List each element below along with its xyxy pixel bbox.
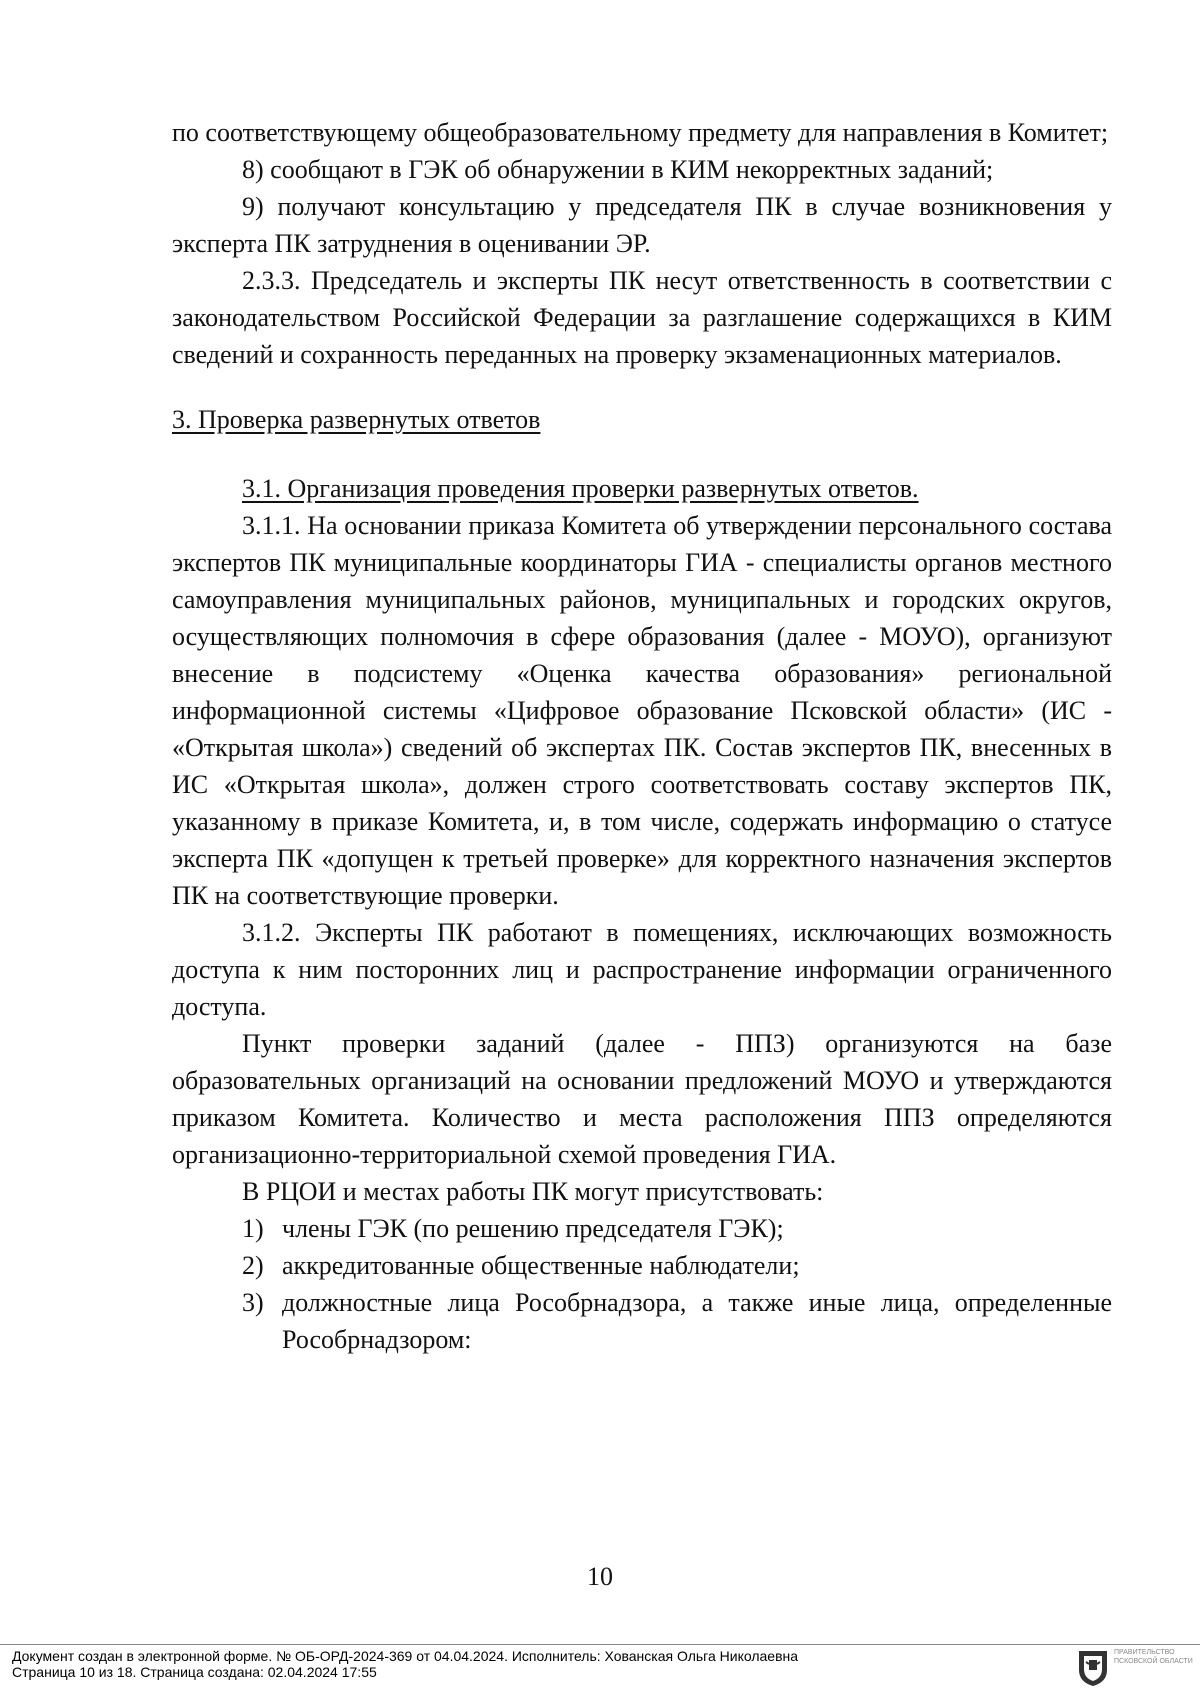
paragraph-2-3-3: 2.3.3. Председатель и эксперты ПК несут ответственность в соответствии с законодательством Российской Федерации за разглашение содержащихся в КИМ сведений и сохранность переданных на проверку экзаменационных материалов. xyxy=(172,266,1112,369)
list-item xyxy=(242,1210,1112,1247)
paragraph-item-9: 9) получают консультацию у председателя ПК в случае возникновения у эксперта ПК затруднения в оценивании ЭР. xyxy=(172,192,1112,258)
paragraph-continuation: по соответствующему общеобразовательному предмету для направления в Комитет; xyxy=(172,118,1109,147)
footer-line-1: Документ создан в электронной форме. № ОБ-ОРД-2024-369 от 04.04.2024. Исполнитель: Хованская Ольга Николаевна xyxy=(12,1648,799,1664)
paragraph-item-8: 8) сообщают в ГЭК об обнаружении в КИМ некорректных заданий; xyxy=(242,155,994,184)
seal-text: ПРАВИТЕЛЬСТВО ПСКОВСКОЙ ОБЛАСТИ xyxy=(1114,1649,1193,1665)
list-item-num: 3) xyxy=(242,1288,264,1317)
coat-of-arms-icon xyxy=(1076,1648,1110,1688)
footer-line-2: Страница 10 из 18. Страница создана: 02.04.2024 17:55 xyxy=(12,1664,377,1680)
paragraph-ppz: Пункт проверки заданий (далее - ППЗ) организуются на базе образовательных организаций на основании предложений МОУО и утверждаются приказом Комитета. Количество и места расположения ППЗ определяются организационно-территориальной схемой проведения ГИА. xyxy=(172,1029,1112,1169)
list-item-text: аккредитованные общественные наблюдатели; xyxy=(282,1251,800,1280)
list-item-num: 2) xyxy=(242,1251,264,1280)
list-item xyxy=(242,1284,1112,1358)
list-item xyxy=(242,1247,1112,1284)
list-item-text: должностные лица Рособрнадзора, а также иные лица, определенные Рособрнадзором: xyxy=(282,1288,1112,1354)
footer xyxy=(12,1648,798,1680)
list-item-text: члены ГЭК (по решению председателя ГЭК); xyxy=(282,1214,784,1243)
document-body xyxy=(172,114,1112,1358)
page-number: 10 xyxy=(587,1562,613,1591)
subsection-title xyxy=(172,470,1112,507)
paragraph-presence: В РЦОИ и местах работы ПК могут присутствовать: xyxy=(242,1177,824,1206)
section-heading xyxy=(172,401,1112,438)
list-item-num: 1) xyxy=(242,1214,264,1243)
subsection-num: 3.1 xyxy=(242,474,275,503)
paragraph-3-1-1: 3.1.1. На основании приказа Комитета об утверждении персонального состава экспертов ПК муниципальные координаторы ГИА - специалисты органов местного самоуправления муниципальных районов, муниципальных и городских округов, осуществляющих полномочия в сфере образования (далее - МОУО), организуют внесение в подсистему «Оценка качества образования» региональной информационной системы «Цифровое образование Псковской области» (ИС - «Открытая школа») сведений об экспертах ПК. Состав экспертов ПК, внесенных в ИС «Открытая школа», должен строго соответствовать составу экспертов ПК, указанному в приказе Комитета, и, в том числе, содержать информацию о статусе эксперта ПК «допущен к третьей проверке» для корректного назначения экспертов ПК на соответствующие проверки. xyxy=(172,511,1112,910)
section-heading-text: 3. Проверка развернутых ответов xyxy=(172,405,541,434)
paragraph-3-1-2: 3.1.2. Эксперты ПК работают в помещениях, исключающих возможность доступа к ним посторонних лиц и распространение информации ограниченного доступа. xyxy=(172,918,1112,1021)
subsection-title-text: . Организация проведения проверки развернутых ответов. xyxy=(274,474,919,503)
footer-divider xyxy=(0,1644,1200,1645)
